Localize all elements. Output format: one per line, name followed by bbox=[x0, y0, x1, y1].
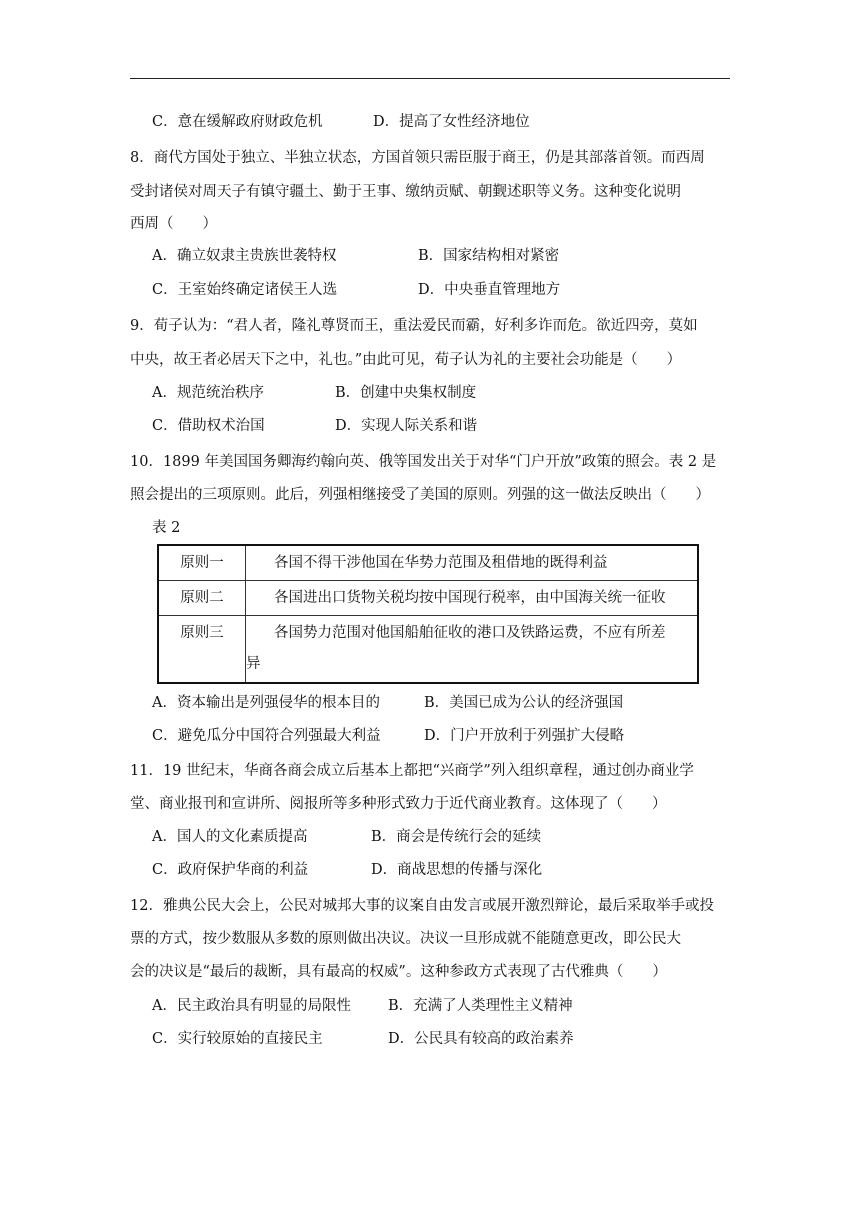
table-row bbox=[158, 545, 698, 580]
table-cell-text: 各国势力范围对他国船舶征收的港口及铁路运费，不应有所差 bbox=[274, 624, 666, 641]
table-cell-continuation: 异 bbox=[246, 655, 261, 672]
q12-stem-line-3: 会的决议是“最后的裁断，具有最高的权威”。这种参政方式表现了古代雅典（ ） bbox=[130, 964, 667, 980]
q8-stem-line-3: 西周（ ） bbox=[130, 216, 217, 232]
q9-option-c[interactable]: C．借助权术治国 bbox=[152, 418, 265, 434]
table-row-label: 原则二 bbox=[158, 580, 246, 615]
q11-stem-line-1: 11．19 世纪末，华商各商会成立后基本上都把“兴商学”列入组织章程，通过创办商业学 bbox=[130, 763, 694, 779]
q11-option-d[interactable]: D．商战思想的传播与深化 bbox=[371, 862, 543, 878]
table-row bbox=[158, 615, 698, 683]
q12-option-d[interactable]: D．公民具有较高的政治素养 bbox=[388, 1031, 574, 1047]
table-row-text bbox=[246, 615, 699, 683]
q10-option-d[interactable]: D．门户开放利于列强扩大侵略 bbox=[424, 728, 625, 744]
q11-option-c[interactable]: C．政府保护华商的利益 bbox=[152, 862, 309, 878]
q12-stem-line-1: 12．雅典公民大会上，公民对城邦大事的议案自由发言或展开激烈辩论，最后采取举手或投 bbox=[130, 898, 714, 914]
table-row bbox=[158, 580, 698, 615]
q12-stem-line-2: 票的方式，按少数服从多数的原则做出决议。决议一旦形成就不能随意更改，即公民大 bbox=[130, 931, 681, 947]
q11-option-b[interactable]: B．商会是传统行会的延续 bbox=[371, 829, 542, 845]
q10-stem-line-1: 10．1899 年美国国务卿海约翰向英、俄等国发出关于对华“门户开放”政策的照会。表 2 是 bbox=[130, 454, 717, 470]
q7-option-d[interactable]: D．提高了女性经济地位 bbox=[373, 114, 530, 130]
q7-option-c[interactable]: C．意在缓解政府财政危机 bbox=[152, 114, 323, 130]
q8-option-c[interactable]: C．王室始终确定诸侯王人选 bbox=[152, 282, 338, 298]
q8-stem-line-2: 受封诸侯对周天子有镇守疆土、勤于王事、缴纳贡赋、朝觐述职等义务。这种变化说明 bbox=[130, 184, 681, 200]
q8-stem-line-1: 8．商代方国处于独立、半独立状态，方国首领只需臣服于商王，仍是其部落首领。而西周 bbox=[130, 150, 705, 166]
q12-option-b[interactable]: B．充满了人类理性主义精神 bbox=[388, 998, 573, 1014]
q10-option-a[interactable]: A．资本输出是列强侵华的根本目的 bbox=[152, 695, 380, 711]
q10-stem-line-2: 照会提出的三项原则。此后，列强相继接受了美国的原则。列强的这一做法反映出（ ） bbox=[130, 487, 710, 503]
table-row-text bbox=[246, 545, 699, 580]
q11-stem-line-2: 堂、商业报刊和宣讲所、阅报所等多种形式致力于近代商业教育。这体现了（ ） bbox=[130, 796, 667, 812]
principles-table bbox=[157, 544, 699, 684]
q12-option-c[interactable]: C．实行较原始的直接民主 bbox=[152, 1031, 323, 1047]
q10-option-c[interactable]: C．避免瓜分中国符合列强最大利益 bbox=[152, 728, 381, 744]
table-row-label: 原则一 bbox=[158, 545, 246, 580]
q12-option-a[interactable]: A．民主政治具有明显的局限性 bbox=[152, 998, 351, 1014]
q9-stem-line-2: 中央，故王者必居天下之中，礼也。”由此可见，荀子认为礼的主要社会功能是（ ） bbox=[130, 352, 682, 368]
table-row-label: 原则三 bbox=[158, 615, 246, 683]
table-caption: 表 2 bbox=[152, 520, 181, 536]
q9-option-b[interactable]: B．创建中央集权制度 bbox=[335, 385, 477, 401]
table-row-text bbox=[246, 580, 699, 615]
header-rule bbox=[130, 78, 730, 79]
q10-option-b[interactable]: B．美国已成为公认的经济强国 bbox=[424, 695, 624, 711]
q8-option-b[interactable]: B．国家结构相对紧密 bbox=[418, 248, 560, 264]
table-cell-text: 各国不得干涉他国在华势力范围及租借地的既得利益 bbox=[274, 554, 608, 571]
q8-option-a[interactable]: A．确立奴隶主贵族世袭特权 bbox=[152, 248, 337, 264]
q9-option-d[interactable]: D．实现人际关系和谐 bbox=[335, 418, 478, 434]
q11-option-a[interactable]: A．国人的文化素质提高 bbox=[152, 829, 308, 845]
q9-option-a[interactable]: A．规范统治秩序 bbox=[152, 385, 264, 401]
q8-option-d[interactable]: D．中央垂直管理地方 bbox=[418, 282, 561, 298]
table-cell-text: 各国进出口货物关税均按中国现行税率，由中国海关统一征收 bbox=[274, 589, 666, 606]
q9-stem-line-1: 9．荀子认为：“君人者，隆礼尊贤而王，重法爱民而霸，好利多诈而危。欲近四旁，莫如 bbox=[130, 318, 698, 334]
